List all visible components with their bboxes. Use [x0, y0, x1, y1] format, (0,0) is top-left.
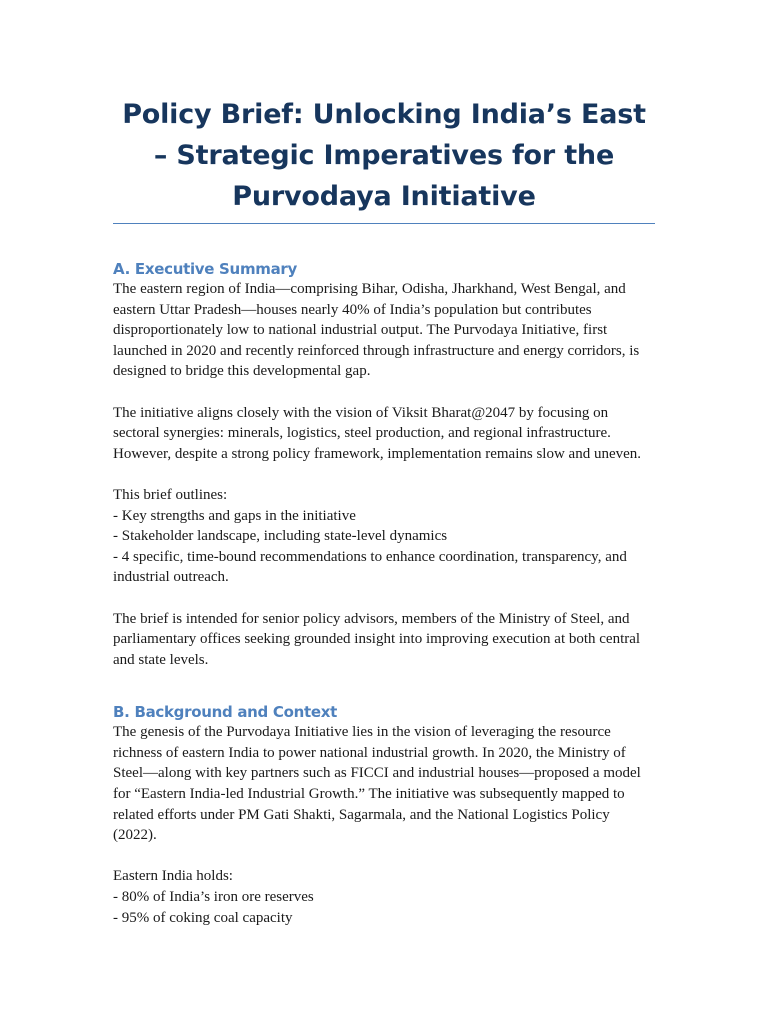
section-heading-background: B. Background and Context	[113, 703, 337, 722]
list-item: - 80% of India’s iron ore reserves	[113, 889, 314, 906]
executive-summary-paragraph-4: The brief is intended for senior policy advisors, members of the Ministry of Steel, and parliamentary offices seeking grounded insight into improving execution at both central and state levels.	[113, 610, 641, 668]
list-item: - 95% of coking coal capacity	[113, 909, 293, 926]
background-paragraph-1: The genesis of the Purvodaya Initiative lies in the vision of leveraging the resource richness of eastern India to power national industrial growth. In 2020, the Ministry of Steel—along with key partners such as FICCI and industrial houses—proposed a model for “Eastern India-led Industrial Growth.” The initiative was subsequently mapped to related efforts under PM Gati Shakti, Sagarmala, and the National Logistics Policy (2022).	[113, 724, 641, 844]
section-heading-executive-summary: A. Executive Summary	[113, 260, 297, 278]
list-item: - Stakeholder landscape, including state-level dynamics	[113, 528, 448, 545]
holdings-intro: Eastern India holds:	[113, 868, 233, 885]
outline-list	[113, 485, 655, 588]
executive-summary-paragraph-1: The eastern region of India—comprising Bihar, Odisha, Jharkhand, West Bengal, and eastern Uttar Pradesh—houses nearly 40% of India’s population but contributes disproportionately low to national industrial output. The Purvodaya Initiative, first launched in 2020 and recently reinforced through infrastructure and energy corridors, is designed to bridge this developmental gap.	[113, 281, 640, 380]
executive-summary-paragraph-2: The initiative aligns closely with the vision of Viksit Bharat@2047 by focusing on sectoral synergies: minerals, logistics, steel production, and regional infrastructure. However, despite a strong policy framework, implementation remains slow and uneven.	[113, 404, 642, 462]
document-title: Policy Brief: Unlocking India’s East – Strategic Imperatives for the Purvodaya Initiative	[122, 99, 646, 212]
title-divider	[113, 223, 655, 224]
outline-intro: This brief outlines:	[113, 486, 228, 503]
holdings-list	[113, 866, 655, 928]
list-item: - 4 specific, time-bound recommendations to enhance coordination, transparency, and industrial outreach.	[113, 548, 627, 586]
list-item: - Key strengths and gaps in the initiative	[113, 507, 356, 524]
